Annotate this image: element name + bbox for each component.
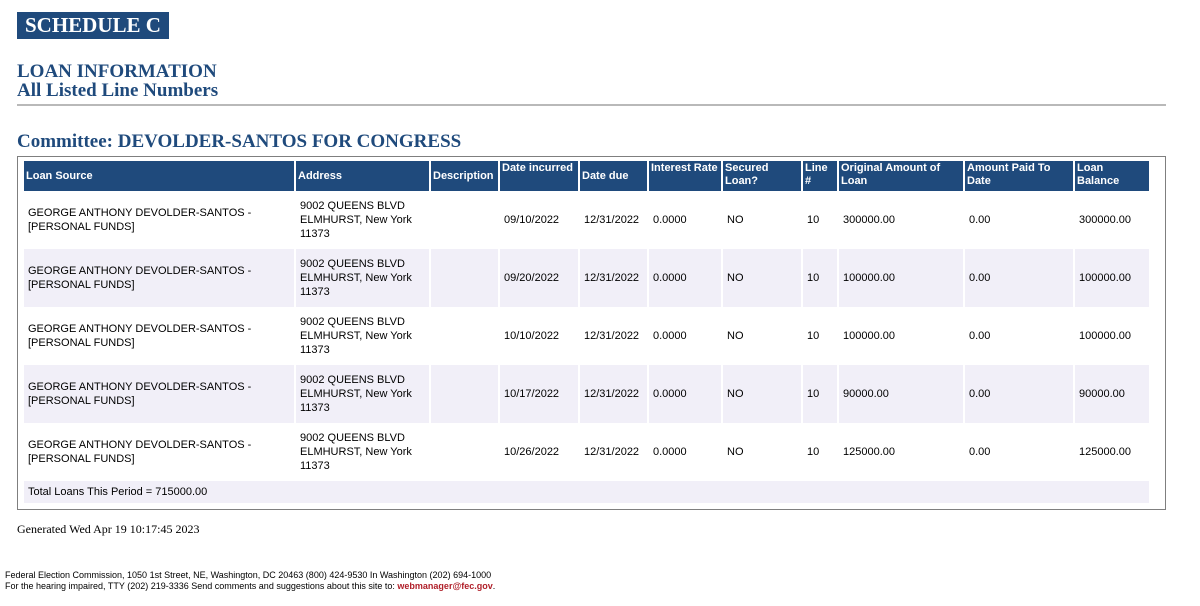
- cell-interest-rate: 0.0000: [649, 423, 721, 481]
- cell-address: 9002 QUEENS BLVD ELMHURST, New York 11373: [296, 423, 429, 481]
- cell-date-due: 12/31/2022: [580, 191, 647, 249]
- cell-original: 100000.00: [839, 249, 963, 307]
- cell-description: [431, 307, 498, 365]
- col-secured: Secured Loan?: [723, 161, 801, 191]
- cell-paid: 0.00: [965, 307, 1073, 365]
- cell-date-incurred: 10/10/2022: [500, 307, 578, 365]
- cell-interest-rate: 0.0000: [649, 307, 721, 365]
- cell-date-due: 12/31/2022: [580, 307, 647, 365]
- cell-interest-rate: 0.0000: [649, 191, 721, 249]
- total-row: [24, 481, 1149, 503]
- cell-secured: NO: [723, 249, 801, 307]
- generated-timestamp: Generated Wed Apr 19 10:17:45 2023: [17, 522, 200, 536]
- cell-date-due: 12/31/2022: [580, 365, 647, 423]
- cell-address: 9002 QUEENS BLVD ELMHURST, New York 11373: [296, 365, 429, 423]
- cell-paid: 0.00: [965, 365, 1073, 423]
- cell-line: 10: [803, 249, 837, 307]
- table-row: [24, 249, 1149, 307]
- footer-contact-text: For the hearing impaired, TTY (202) 219-3336 Send comments and suggestions about this site to:: [5, 581, 395, 591]
- cell-date-incurred: 09/20/2022: [500, 249, 578, 307]
- col-description: Description: [431, 161, 498, 191]
- cell-date-incurred: 09/10/2022: [500, 191, 578, 249]
- cell-interest-rate: 0.0000: [649, 365, 721, 423]
- cell-original: 125000.00: [839, 423, 963, 481]
- cell-date-due: 12/31/2022: [580, 249, 647, 307]
- footer-address: Federal Election Commission, 1050 1st Street, NE, Washington, DC 20463 (800) 424-9530 In Washington (202) 694-1000: [5, 570, 492, 580]
- cell-source: GEORGE ANTHONY DEVOLDER-SANTOS - [PERSONAL FUNDS]: [24, 191, 294, 249]
- cell-original: 100000.00: [839, 307, 963, 365]
- cell-secured: NO: [723, 423, 801, 481]
- table-header-row: [24, 161, 1149, 191]
- page-subtitle: All Listed Line Numbers: [17, 80, 219, 101]
- table-row: [24, 191, 1149, 249]
- cell-line: 10: [803, 423, 837, 481]
- cell-date-incurred: 10/17/2022: [500, 365, 578, 423]
- cell-secured: NO: [723, 307, 801, 365]
- cell-description: [431, 249, 498, 307]
- schedule-badge: SCHEDULE C: [17, 12, 169, 39]
- cell-paid: 0.00: [965, 423, 1073, 481]
- cell-address: 9002 QUEENS BLVD ELMHURST, New York 11373: [296, 191, 429, 249]
- cell-source: GEORGE ANTHONY DEVOLDER-SANTOS - [PERSONAL FUNDS]: [24, 365, 294, 423]
- divider: [17, 104, 1166, 106]
- cell-balance: 90000.00: [1075, 365, 1149, 423]
- cell-description: [431, 191, 498, 249]
- cell-description: [431, 365, 498, 423]
- cell-secured: NO: [723, 191, 801, 249]
- cell-secured: NO: [723, 365, 801, 423]
- col-date-incurred: Date incurred: [500, 161, 578, 191]
- cell-address: 9002 QUEENS BLVD ELMHURST, New York 11373: [296, 307, 429, 365]
- cell-date-due: 12/31/2022: [580, 423, 647, 481]
- col-loan-balance: Loan Balance: [1075, 161, 1149, 191]
- cell-balance: 125000.00: [1075, 423, 1149, 481]
- cell-line: 10: [803, 307, 837, 365]
- cell-address: 9002 QUEENS BLVD ELMHURST, New York 11373: [296, 249, 429, 307]
- table-row: [24, 423, 1149, 481]
- cell-balance: 100000.00: [1075, 307, 1149, 365]
- footer-period: .: [492, 581, 496, 591]
- page-title: LOAN INFORMATION: [17, 61, 217, 82]
- table-row: [24, 307, 1149, 365]
- loan-table: [22, 161, 1151, 503]
- cell-paid: 0.00: [965, 249, 1073, 307]
- cell-original: 90000.00: [839, 365, 963, 423]
- col-address: Address: [296, 161, 429, 191]
- cell-date-incurred: 10/26/2022: [500, 423, 578, 481]
- loan-table-box: [17, 156, 1166, 510]
- col-loan-source: Loan Source: [24, 161, 294, 191]
- total-loans: Total Loans This Period = 715000.00: [24, 481, 1149, 503]
- col-amount-paid: Amount Paid To Date: [965, 161, 1073, 191]
- cell-source: GEORGE ANTHONY DEVOLDER-SANTOS - [PERSONAL FUNDS]: [24, 249, 294, 307]
- col-date-due: Date due: [580, 161, 647, 191]
- cell-balance: 100000.00: [1075, 249, 1149, 307]
- col-interest-rate: Interest Rate: [649, 161, 721, 191]
- webmanager-email-link[interactable]: webmanager@fec.gov: [397, 581, 493, 591]
- footer-contact: [5, 581, 495, 592]
- committee-title: Committee: DEVOLDER-SANTOS FOR CONGRESS: [17, 131, 462, 152]
- cell-source: GEORGE ANTHONY DEVOLDER-SANTOS - [PERSONAL FUNDS]: [24, 423, 294, 481]
- table-row: [24, 365, 1149, 423]
- cell-line: 10: [803, 191, 837, 249]
- cell-description: [431, 423, 498, 481]
- cell-paid: 0.00: [965, 191, 1073, 249]
- cell-line: 10: [803, 365, 837, 423]
- cell-source: GEORGE ANTHONY DEVOLDER-SANTOS - [PERSONAL FUNDS]: [24, 307, 294, 365]
- cell-original: 300000.00: [839, 191, 963, 249]
- cell-balance: 300000.00: [1075, 191, 1149, 249]
- col-line: Line #: [803, 161, 837, 191]
- col-original-amount: Original Amount of Loan: [839, 161, 963, 191]
- cell-interest-rate: 0.0000: [649, 249, 721, 307]
